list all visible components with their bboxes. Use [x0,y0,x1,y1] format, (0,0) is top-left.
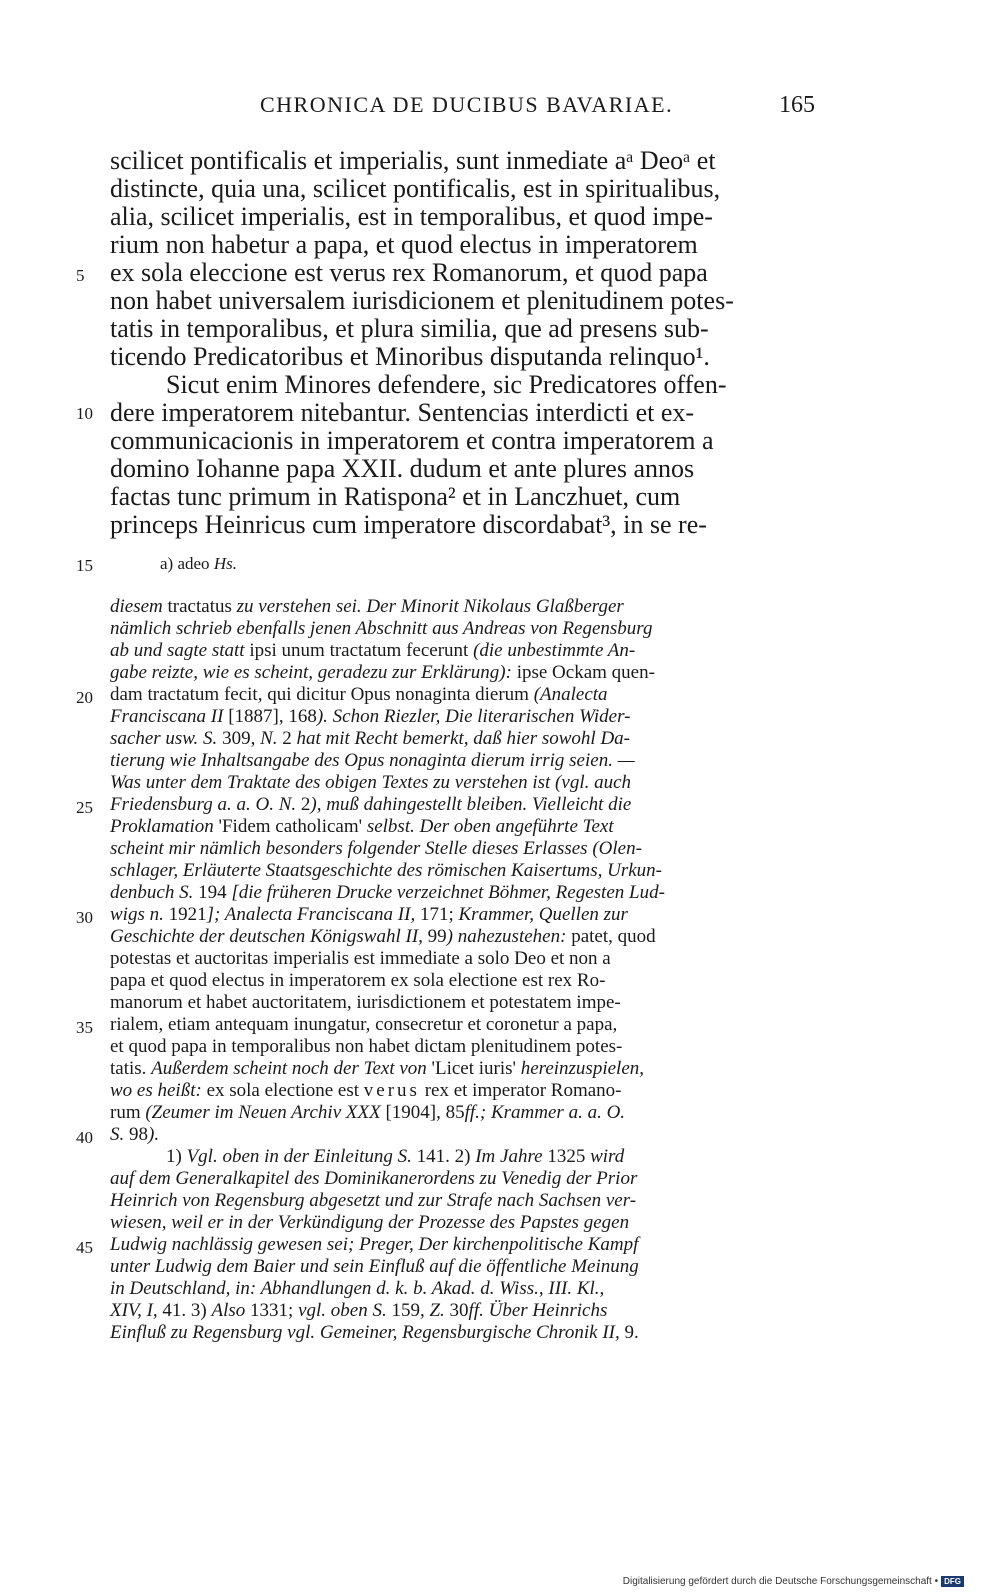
note-line: Heinrich von Regensburg abgesetzt und zur Strafe nach Sachsen ver- [110,1190,637,1211]
main-line: communicacionis in imperatorem et contra imperatorem a [110,426,714,455]
note-line: dam tractatum fecit, qui dicitur Opus nonaginta dierum (Analecta [110,684,608,705]
main-line: alia, scilicet imperialis, est in temporalibus, et quod impe- [110,202,713,231]
variant-note: a) adeo Hs. [160,554,237,573]
note-line: tierung wie Inhaltsangabe des Opus nonaginta dierum irrig seien. — [110,750,635,771]
note-line: denbuch S. 194 [die früheren Drucke verzeichnet Böhmer, Regesten Lud- [110,882,665,903]
note-line: wiesen, weil er in der Verkündigung der Prozesse des Papstes gegen [110,1212,630,1233]
note-line: Franciscana II [1887], 168). Schon Riezler, Die literarischen Wider- [110,706,631,727]
main-line: ex sola eleccione est verus rex Romanorum, et quod papa [110,258,708,287]
note-line: XIV, I, 41. 3) Also 1331; vgl. oben S. 159, Z. 30ff. Über Heinrichs [110,1300,608,1321]
dfg-logo: DFG [941,1576,964,1587]
note-line: diesem tractatus zu verstehen sei. Der Minorit Nikolaus Glaßberger [110,596,624,617]
note-line: et quod papa in temporalibus non habet dictam plenitudinem potes- [110,1036,623,1057]
note-line: unter Ludwig dem Baier und sein Einfluß auf die öffentliche Meinung [110,1256,639,1277]
digitization-credit [623,1576,964,1587]
note-line: Was unter dem Traktate des obigen Textes zu verstehen ist (vgl. auch [110,772,632,793]
line-number: 40 [76,1128,93,1147]
main-line: ticendo Predicatoribus et Minoribus disputanda relinquo¹. [110,342,710,371]
page-header [110,92,815,128]
line-number: 25 [76,798,93,817]
note-line: gabe reizte, wie es scheint, geradezu zur Erklärung): ipse Ockam quen- [110,662,655,683]
note-line: wigs n. 1921]; Analecta Franciscana II, 171; Krammer, Quellen zur [110,904,628,925]
main-line: Sicut enim Minores defendere, sic Predicatores offen- [166,370,727,399]
note-line: scheint mir nämlich besonders folgender Stelle dieses Erlasses (Olen- [110,838,642,859]
line-number: 15 [76,556,93,575]
line-number: 30 [76,908,93,927]
note-line: sacher usw. S. 309, N. 2 hat mit Recht bemerkt, daß hier sowohl Da- [110,728,631,749]
main-line: factas tunc primum in Ratispona² et in Lanczhuet, cum [110,482,681,511]
note-line: rialem, etiam antequam inungatur, consecretur et coronetur a papa, [110,1014,618,1035]
main-line: dere imperatorem nitebantur. Sentencias interdicti et ex- [110,398,695,427]
line-number: 10 [76,404,93,423]
note-line: tatis. Außerdem scheint noch der Text von 'Licet iuris' hereinzuspielen, [110,1058,644,1079]
note-line: Geschichte der deutschen Königswahl II, 99) nahezustehen: patet, quod [110,926,656,947]
note-line: manorum et habet auctoritatem, iurisdictionem et potestatem impe- [110,992,621,1013]
note-line: schlager, Erläuterte Staatsgeschichte des römischen Kaisertums, Urkun- [110,860,662,881]
note-line: ab und sagte statt ipsi unum tractatum fecerunt (die unbestimmte An- [110,640,636,661]
note-line: nämlich schrieb ebenfalls jenen Abschnitt aus Andreas von Regensburg [110,618,653,639]
note-line: papa et quod electus in imperatorem ex sola electione est rex Ro- [110,970,606,991]
note-line: rum (Zeumer im Neuen Archiv XXX [1904], 85ff.; Krammer a. a. O. [110,1102,626,1123]
main-line: tatis in temporalibus, et plura similia, que ad presens sub- [110,314,709,343]
line-number: 5 [76,266,85,285]
main-line: princeps Heinricus cum imperatore discordabat³, in se re- [110,510,707,539]
note-line: auf dem Generalkapitel des Dominikanerordens zu Venedig der Prior [110,1168,638,1189]
main-line: scilicet pontificalis et imperialis, sunt inmediate aᵃ Deoᵃ et [110,146,716,175]
main-line: non habet universalem iurisdicionem et plenitudinem potes- [110,286,734,315]
note-line: 1) Vgl. oben in der Einleitung S. 141. 2) Im Jahre 1325 wird [166,1146,625,1167]
note-line: Proklamation 'Fidem catholicam' selbst. Der oben angeführte Text [110,816,614,837]
note-line: in Deutschland, in: Abhandlungen d. k. b. Akad. d. Wiss., III. Kl., [110,1278,605,1299]
note-line: Einfluß zu Regensburg vgl. Gemeiner, Regensburgische Chronik II, 9. [110,1322,639,1343]
credit-text: Digitalisierung gefördert durch die Deutsche Forschungsgemeinschaft • [622,1576,939,1587]
line-number: 35 [76,1018,93,1037]
note-line: Friedensburg a. a. O. N. 2), muß dahingestellt bleiben. Vielleicht die [110,794,632,815]
note-line: wo es heißt: ex sola electione est verus rex et imperator Romano- [110,1080,622,1101]
page-number: 165 [779,92,815,118]
note-line: S. 98). [110,1124,160,1145]
main-line: rium non habetur a papa, et quod electus in imperatorem [110,230,698,259]
main-line: distincte, quia una, scilicet pontificalis, est in spiritualibus, [110,174,721,203]
note-line: Ludwig nachlässig gewesen sei; Preger, Der kirchenpolitische Kampf [110,1234,639,1255]
main-line: domino Iohanne papa XXII. dudum et ante plures annos [110,454,695,483]
running-title: CHRONICA DE DUCIBUS BAVARIAE. [260,92,674,117]
line-number: 45 [76,1238,93,1257]
line-number: 20 [76,688,93,707]
note-line: potestas et auctoritas imperialis est immediate a solo Deo et non a [110,948,611,969]
